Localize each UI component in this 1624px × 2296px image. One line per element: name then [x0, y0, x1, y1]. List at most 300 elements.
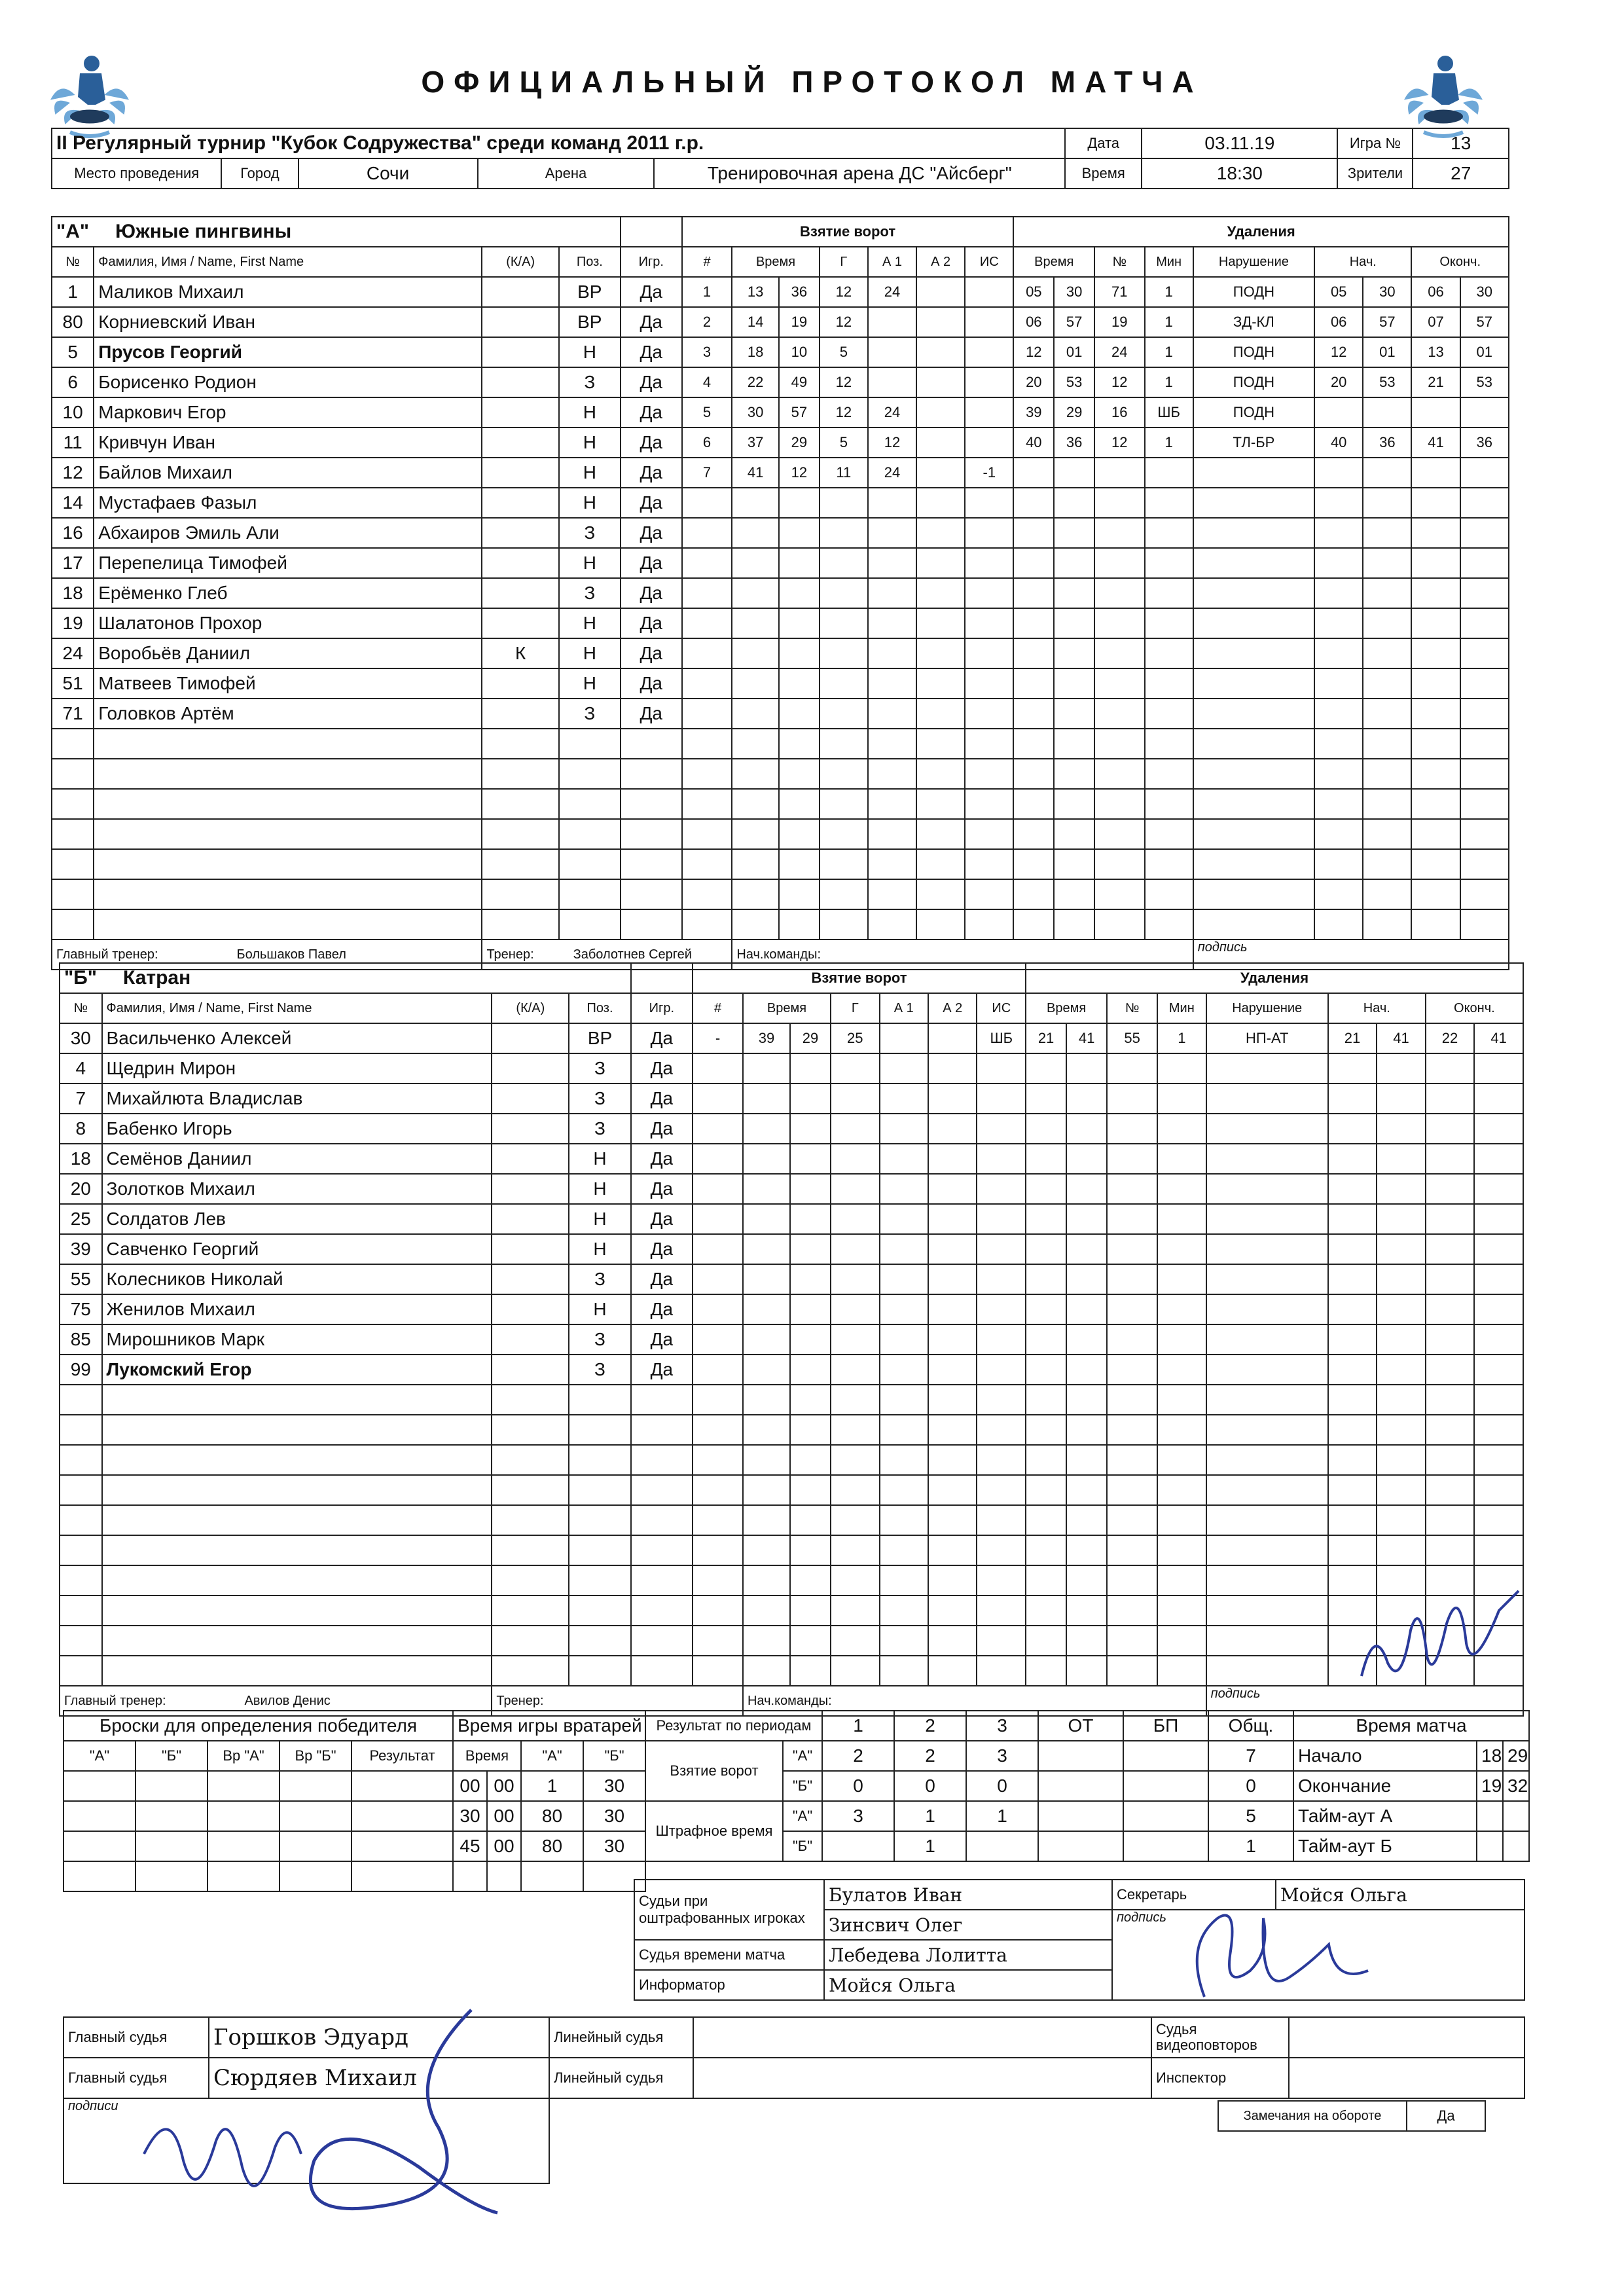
goals-b-ot — [1038, 1771, 1123, 1801]
pim-a-p1: 3 — [822, 1801, 894, 1831]
penalty-second — [1066, 1415, 1107, 1445]
penalty-end-min — [1411, 488, 1460, 518]
penalty-end-sec: 53 — [1460, 367, 1509, 397]
player-number — [60, 1475, 102, 1505]
goal-assist-2 — [928, 1355, 977, 1385]
penalty-box-label: Судьи при оштрафованных игроках — [634, 1880, 824, 1940]
goal-second: 19 — [779, 307, 820, 337]
goal-assist-2 — [928, 1535, 977, 1565]
penalty-minute — [1013, 849, 1054, 879]
goal-minute — [743, 1415, 790, 1445]
goal-index — [693, 1355, 743, 1385]
player-captain — [492, 1595, 569, 1626]
player-number: 39 — [60, 1234, 102, 1264]
player-name — [102, 1415, 492, 1445]
player-played — [621, 789, 682, 819]
table-row — [60, 1174, 1523, 1204]
penalty-start-sec — [1363, 488, 1411, 518]
team-a-short: "А" — [783, 1801, 822, 1831]
so-col: "Б" — [135, 1741, 208, 1771]
goal-situation — [965, 428, 1013, 458]
penalty-minute — [1026, 1535, 1066, 1565]
penalty-end-min — [1426, 1535, 1474, 1565]
player-position: ВР — [569, 1023, 630, 1053]
timekeeper-label: Судья времени матча — [634, 1940, 824, 1970]
player-name: Ерёменко Глеб — [94, 578, 482, 608]
penalty-minute — [1013, 699, 1054, 729]
penalty-second — [1066, 1324, 1107, 1355]
penalty-violation — [1206, 1626, 1328, 1656]
goal-index — [693, 1084, 743, 1114]
goal-second: 36 — [779, 277, 820, 307]
player-played — [631, 1445, 693, 1475]
player-name: Щедрин Мирон — [102, 1053, 492, 1084]
table-row — [60, 1535, 1523, 1565]
penalty-end-sec: 30 — [1460, 277, 1509, 307]
team-b-signature-icon — [1348, 1584, 1532, 1689]
player-played: Да — [631, 1324, 693, 1355]
penalty-second — [1066, 1294, 1107, 1324]
penalty-minute — [1013, 789, 1054, 819]
table-row — [52, 548, 1509, 578]
penalty-player: 19 — [1094, 307, 1145, 337]
goal-scorer: 11 — [820, 458, 868, 488]
penalty-start-min — [1314, 849, 1363, 879]
penalty-violation — [1206, 1565, 1328, 1595]
penalty-end-sec — [1460, 819, 1509, 849]
gk-row-b: 30 — [583, 1771, 645, 1801]
head-coach: Большаков Павел — [236, 947, 346, 962]
penalty-end-min — [1411, 789, 1460, 819]
penalty-violation — [1206, 1324, 1328, 1355]
player-captain — [492, 1445, 569, 1475]
penalty-start-sec — [1377, 1355, 1425, 1385]
goal-scorer — [820, 699, 868, 729]
goal-situation — [977, 1415, 1026, 1445]
goal-assist-2 — [916, 277, 965, 307]
goal-index — [682, 668, 732, 699]
player-played — [631, 1385, 693, 1415]
player-name — [94, 729, 482, 759]
goal-situation — [977, 1385, 1026, 1415]
penalty-start-min — [1314, 548, 1363, 578]
goal-minute — [743, 1144, 790, 1174]
player-played: Да — [621, 277, 682, 307]
player-number: 19 — [52, 608, 94, 638]
penalty-end-sec — [1460, 578, 1509, 608]
penalty-second — [1066, 1656, 1107, 1686]
penalty-start-min: 21 — [1328, 1023, 1377, 1053]
goal-situation — [965, 277, 1013, 307]
penalty-start-sec: 01 — [1363, 337, 1411, 367]
player-name — [94, 759, 482, 789]
penalty-start-min — [1328, 1174, 1377, 1204]
player-captain — [482, 759, 558, 789]
period-title: Результат по периодам — [645, 1711, 822, 1741]
penalty-start-min — [1314, 608, 1363, 638]
player-played — [631, 1535, 693, 1565]
shootout-title: Броски для определения победителя — [63, 1711, 453, 1741]
goal-scorer — [820, 578, 868, 608]
goal-assist-2 — [928, 1385, 977, 1415]
goal-minute — [732, 699, 779, 729]
penalty-minute — [1026, 1234, 1066, 1264]
goal-scorer — [831, 1445, 879, 1475]
gk-row-sec: 00 — [487, 1801, 521, 1831]
period-col: Общ. — [1208, 1711, 1293, 1741]
goals-a-p2: 2 — [894, 1741, 966, 1771]
penalty-second — [1054, 759, 1094, 789]
penalty-box-judge-1: Булатов Иван — [824, 1880, 1112, 1910]
table-row — [60, 1114, 1523, 1144]
col-play: Игр. — [621, 247, 682, 277]
penalty-minute — [1026, 1114, 1066, 1144]
coach: Заболотнев Сергей — [573, 947, 692, 962]
penalty-minute — [1026, 1415, 1066, 1445]
goal-index: 6 — [682, 428, 732, 458]
penalty-second — [1066, 1385, 1107, 1415]
referee-signature-icon — [131, 1997, 550, 2272]
player-number: 24 — [52, 638, 94, 668]
penalty-end-min: 21 — [1411, 367, 1460, 397]
goal-index — [693, 1415, 743, 1445]
player-position: З — [559, 699, 621, 729]
timeout-a-label: Тайм-аут А — [1293, 1801, 1477, 1831]
penalty-violation: ПОДН — [1193, 277, 1314, 307]
head-coach-label: Главный тренер: — [64, 1693, 166, 1708]
penalty-minute — [1013, 879, 1054, 909]
goal-second — [779, 488, 820, 518]
penalty-minute — [1026, 1656, 1066, 1686]
goal-index: 2 — [682, 307, 732, 337]
goal-assist-2 — [916, 367, 965, 397]
player-name — [102, 1595, 492, 1626]
goal-scorer: 12 — [820, 367, 868, 397]
player-captain — [492, 1084, 569, 1114]
penalty-second — [1054, 909, 1094, 939]
player-number: 16 — [52, 518, 94, 548]
penalty-minutes — [1157, 1415, 1206, 1445]
player-captain — [482, 397, 558, 428]
goal-scorer — [831, 1656, 879, 1686]
penalty-start-sec — [1377, 1294, 1425, 1324]
penalty-player — [1107, 1385, 1157, 1415]
col-a2: А 2 — [928, 993, 977, 1023]
player-name: Воробьёв Даниил — [94, 638, 482, 668]
goal-assist-2 — [916, 578, 965, 608]
goal-index — [693, 1505, 743, 1535]
goal-minute — [743, 1324, 790, 1355]
player-position: Н — [559, 428, 621, 458]
goal-index — [693, 1144, 743, 1174]
goal-situation — [977, 1475, 1026, 1505]
player-captain — [482, 849, 558, 879]
table-row — [52, 307, 1509, 337]
penalty-minutes — [1145, 789, 1193, 819]
arena-label: Арена — [478, 158, 655, 189]
player-number: 80 — [52, 307, 94, 337]
penalty-start-sec — [1363, 789, 1411, 819]
goal-index — [693, 1204, 743, 1234]
penalty-player: 55 — [1107, 1023, 1157, 1053]
goal-scorer: 12 — [820, 307, 868, 337]
goal-assist-1 — [880, 1053, 928, 1084]
player-captain — [492, 1565, 569, 1595]
player-played: Да — [621, 428, 682, 458]
penalty-minute — [1026, 1144, 1066, 1174]
player-played — [631, 1656, 693, 1686]
player-position: Н — [559, 638, 621, 668]
player-position — [569, 1656, 630, 1686]
penalty-start-sec — [1363, 849, 1411, 879]
col-violation: Нарушение — [1193, 247, 1314, 277]
player-number: 12 — [52, 458, 94, 488]
penalty-player — [1107, 1114, 1157, 1144]
penalty-violation: НП-АТ — [1206, 1023, 1328, 1053]
penalty-start-min — [1328, 1204, 1377, 1234]
goal-assist-2 — [916, 307, 965, 337]
player-name: Маркович Егор — [94, 397, 482, 428]
penalty-violation — [1206, 1415, 1328, 1445]
table-row — [60, 1084, 1523, 1114]
penalty-box-judge-2: Зинсвич Олег — [824, 1910, 1112, 1940]
penalty-end-sec — [1474, 1445, 1523, 1475]
penalty-player — [1107, 1505, 1157, 1535]
goal-second — [790, 1626, 831, 1656]
goal-situation — [965, 668, 1013, 699]
goal-minute: 30 — [732, 397, 779, 428]
goal-minute — [743, 1084, 790, 1114]
secretary: Мойся Ольга — [1276, 1880, 1525, 1910]
goal-situation — [977, 1505, 1026, 1535]
player-position: Н — [569, 1234, 630, 1264]
player-captain — [492, 1324, 569, 1355]
penalty-start-sec — [1363, 397, 1411, 428]
goal-assist-2 — [928, 1324, 977, 1355]
penalty-end-sec — [1474, 1234, 1523, 1264]
penalty-start-min — [1314, 518, 1363, 548]
goal-assist-1 — [880, 1084, 928, 1114]
player-name: Матвеев Тимофей — [94, 668, 482, 699]
goal-second: 29 — [779, 428, 820, 458]
team-header — [60, 963, 631, 993]
goal-index — [682, 879, 732, 909]
player-position — [569, 1535, 630, 1565]
goal-situation — [965, 367, 1013, 397]
player-captain — [492, 1114, 569, 1144]
penalty-minutes — [1145, 909, 1193, 939]
secretary-signature-icon — [1178, 1892, 1394, 2010]
penalty-start-sec — [1363, 638, 1411, 668]
goal-assist-1 — [880, 1565, 928, 1595]
player-played — [621, 819, 682, 849]
penalty-player — [1094, 789, 1145, 819]
col-pen-no: № — [1107, 993, 1157, 1023]
goal-minute: 14 — [732, 307, 779, 337]
player-position — [559, 909, 621, 939]
goal-second — [790, 1234, 831, 1264]
penalty-player — [1107, 1084, 1157, 1114]
penalty-start-min — [1328, 1505, 1377, 1535]
penalty-start-sec — [1363, 699, 1411, 729]
goal-second — [779, 759, 820, 789]
penalty-end-min — [1411, 548, 1460, 578]
penalty-minutes — [1157, 1475, 1206, 1505]
player-captain — [482, 578, 558, 608]
penalty-minutes — [1145, 608, 1193, 638]
table-row — [52, 819, 1509, 849]
player-name: Байлов Михаил — [94, 458, 482, 488]
penalty-end-min: 22 — [1426, 1023, 1474, 1053]
player-position: З — [559, 367, 621, 397]
penalty-minutes — [1157, 1264, 1206, 1294]
referee-label: Главный судья — [63, 2058, 209, 2098]
penalty-end-min — [1426, 1475, 1474, 1505]
goals-a-ot — [1038, 1741, 1123, 1771]
table-row — [60, 1445, 1523, 1475]
player-name — [94, 849, 482, 879]
player-position: Н — [559, 608, 621, 638]
penalty-minute — [1026, 1595, 1066, 1626]
player-position — [569, 1626, 630, 1656]
player-played — [631, 1415, 693, 1445]
start-hour: 18 — [1477, 1741, 1503, 1771]
table-row — [52, 367, 1509, 397]
penalty-end-sec — [1460, 548, 1509, 578]
player-played: Да — [621, 668, 682, 699]
table-row — [52, 397, 1509, 428]
coach-label: Тренер: — [496, 1693, 544, 1708]
col-g: Г — [831, 993, 879, 1023]
table-row — [60, 1324, 1523, 1355]
player-name: Савченко Георгий — [102, 1234, 492, 1264]
penalty-minutes — [1157, 1626, 1206, 1656]
goal-situation — [965, 909, 1013, 939]
penalty-violation — [1193, 608, 1314, 638]
penalty-second — [1066, 1174, 1107, 1204]
penalty-violation — [1206, 1505, 1328, 1535]
player-number: 4 — [60, 1053, 102, 1084]
goal-index — [682, 518, 732, 548]
player-captain — [482, 337, 558, 367]
player-position — [569, 1475, 630, 1505]
player-captain — [482, 518, 558, 548]
player-number: 14 — [52, 488, 94, 518]
goal-assist-2 — [928, 1114, 977, 1144]
penalty-minutes — [1157, 1144, 1206, 1174]
player-number: 99 — [60, 1355, 102, 1385]
goal-index — [682, 638, 732, 668]
goal-second — [790, 1084, 831, 1114]
penalty-end-sec: 57 — [1460, 307, 1509, 337]
goal-minute — [732, 638, 779, 668]
goal-minute — [732, 759, 779, 789]
player-name: Женилов Михаил — [102, 1294, 492, 1324]
goal-second — [790, 1294, 831, 1324]
penalty-start-sec: 57 — [1363, 307, 1411, 337]
player-captain — [482, 458, 558, 488]
col-a2: А 2 — [916, 247, 965, 277]
penalty-start-min — [1328, 1294, 1377, 1324]
table-row — [60, 1415, 1523, 1445]
penalty-second — [1066, 1355, 1107, 1385]
goal-scorer — [820, 819, 868, 849]
penalty-start-sec — [1377, 1264, 1425, 1294]
goal-index: 5 — [682, 397, 732, 428]
team-a-short: "А" — [783, 1741, 822, 1771]
goal-scorer — [820, 849, 868, 879]
goal-scorer — [831, 1234, 879, 1264]
goal-assist-2 — [916, 397, 965, 428]
player-played: Да — [621, 397, 682, 428]
goal-assist-1 — [880, 1626, 928, 1656]
goal-assist-1 — [880, 1324, 928, 1355]
goal-assist-2 — [916, 518, 965, 548]
col-pen-time: Время — [1026, 993, 1107, 1023]
penalty-minutes — [1145, 548, 1193, 578]
penalty-second — [1054, 849, 1094, 879]
player-captain — [482, 488, 558, 518]
gk-row-min: 30 — [453, 1801, 487, 1831]
goal-index — [693, 1174, 743, 1204]
penalty-minute — [1013, 668, 1054, 699]
period-col: ОТ — [1038, 1711, 1123, 1741]
player-name: Золотков Михаил — [102, 1174, 492, 1204]
player-captain — [482, 729, 558, 759]
penalty-violation — [1193, 729, 1314, 759]
goal-assist-2 — [928, 1084, 977, 1114]
player-captain: К — [482, 638, 558, 668]
spectators-label: Зрители — [1337, 158, 1413, 189]
goal-assist-2 — [928, 1264, 977, 1294]
player-position: Н — [559, 668, 621, 699]
penalty-player — [1094, 699, 1145, 729]
player-name — [102, 1656, 492, 1686]
player-captain — [482, 548, 558, 578]
penalty-start-sec — [1377, 1415, 1425, 1445]
penalty-start-min: 12 — [1314, 337, 1363, 367]
player-number: 6 — [52, 367, 94, 397]
summary-table — [63, 1710, 1530, 1892]
goal-index — [693, 1324, 743, 1355]
goal-scorer: 12 — [820, 277, 868, 307]
penalty-minutes: 1 — [1157, 1023, 1206, 1053]
player-played — [621, 909, 682, 939]
goal-scorer — [820, 759, 868, 789]
table-row — [52, 909, 1509, 939]
gk-row-b: 30 — [583, 1831, 645, 1861]
penalty-start-sec — [1377, 1445, 1425, 1475]
player-position: Н — [569, 1204, 630, 1234]
goal-situation — [977, 1626, 1026, 1656]
penalty-violation — [1206, 1174, 1328, 1204]
player-number — [60, 1656, 102, 1686]
player-played: Да — [621, 518, 682, 548]
penalty-violation — [1193, 458, 1314, 488]
player-position — [569, 1445, 630, 1475]
penalty-end-sec — [1474, 1294, 1523, 1324]
goal-second — [790, 1174, 831, 1204]
player-played — [621, 879, 682, 909]
goal-scorer — [831, 1415, 879, 1445]
penalty-end-sec — [1460, 759, 1509, 789]
penalty-minute — [1013, 819, 1054, 849]
penalty-player — [1107, 1626, 1157, 1656]
penalty-second: 30 — [1054, 277, 1094, 307]
player-played: Да — [631, 1355, 693, 1385]
col-pos: Поз. — [569, 993, 630, 1023]
goal-second — [779, 909, 820, 939]
